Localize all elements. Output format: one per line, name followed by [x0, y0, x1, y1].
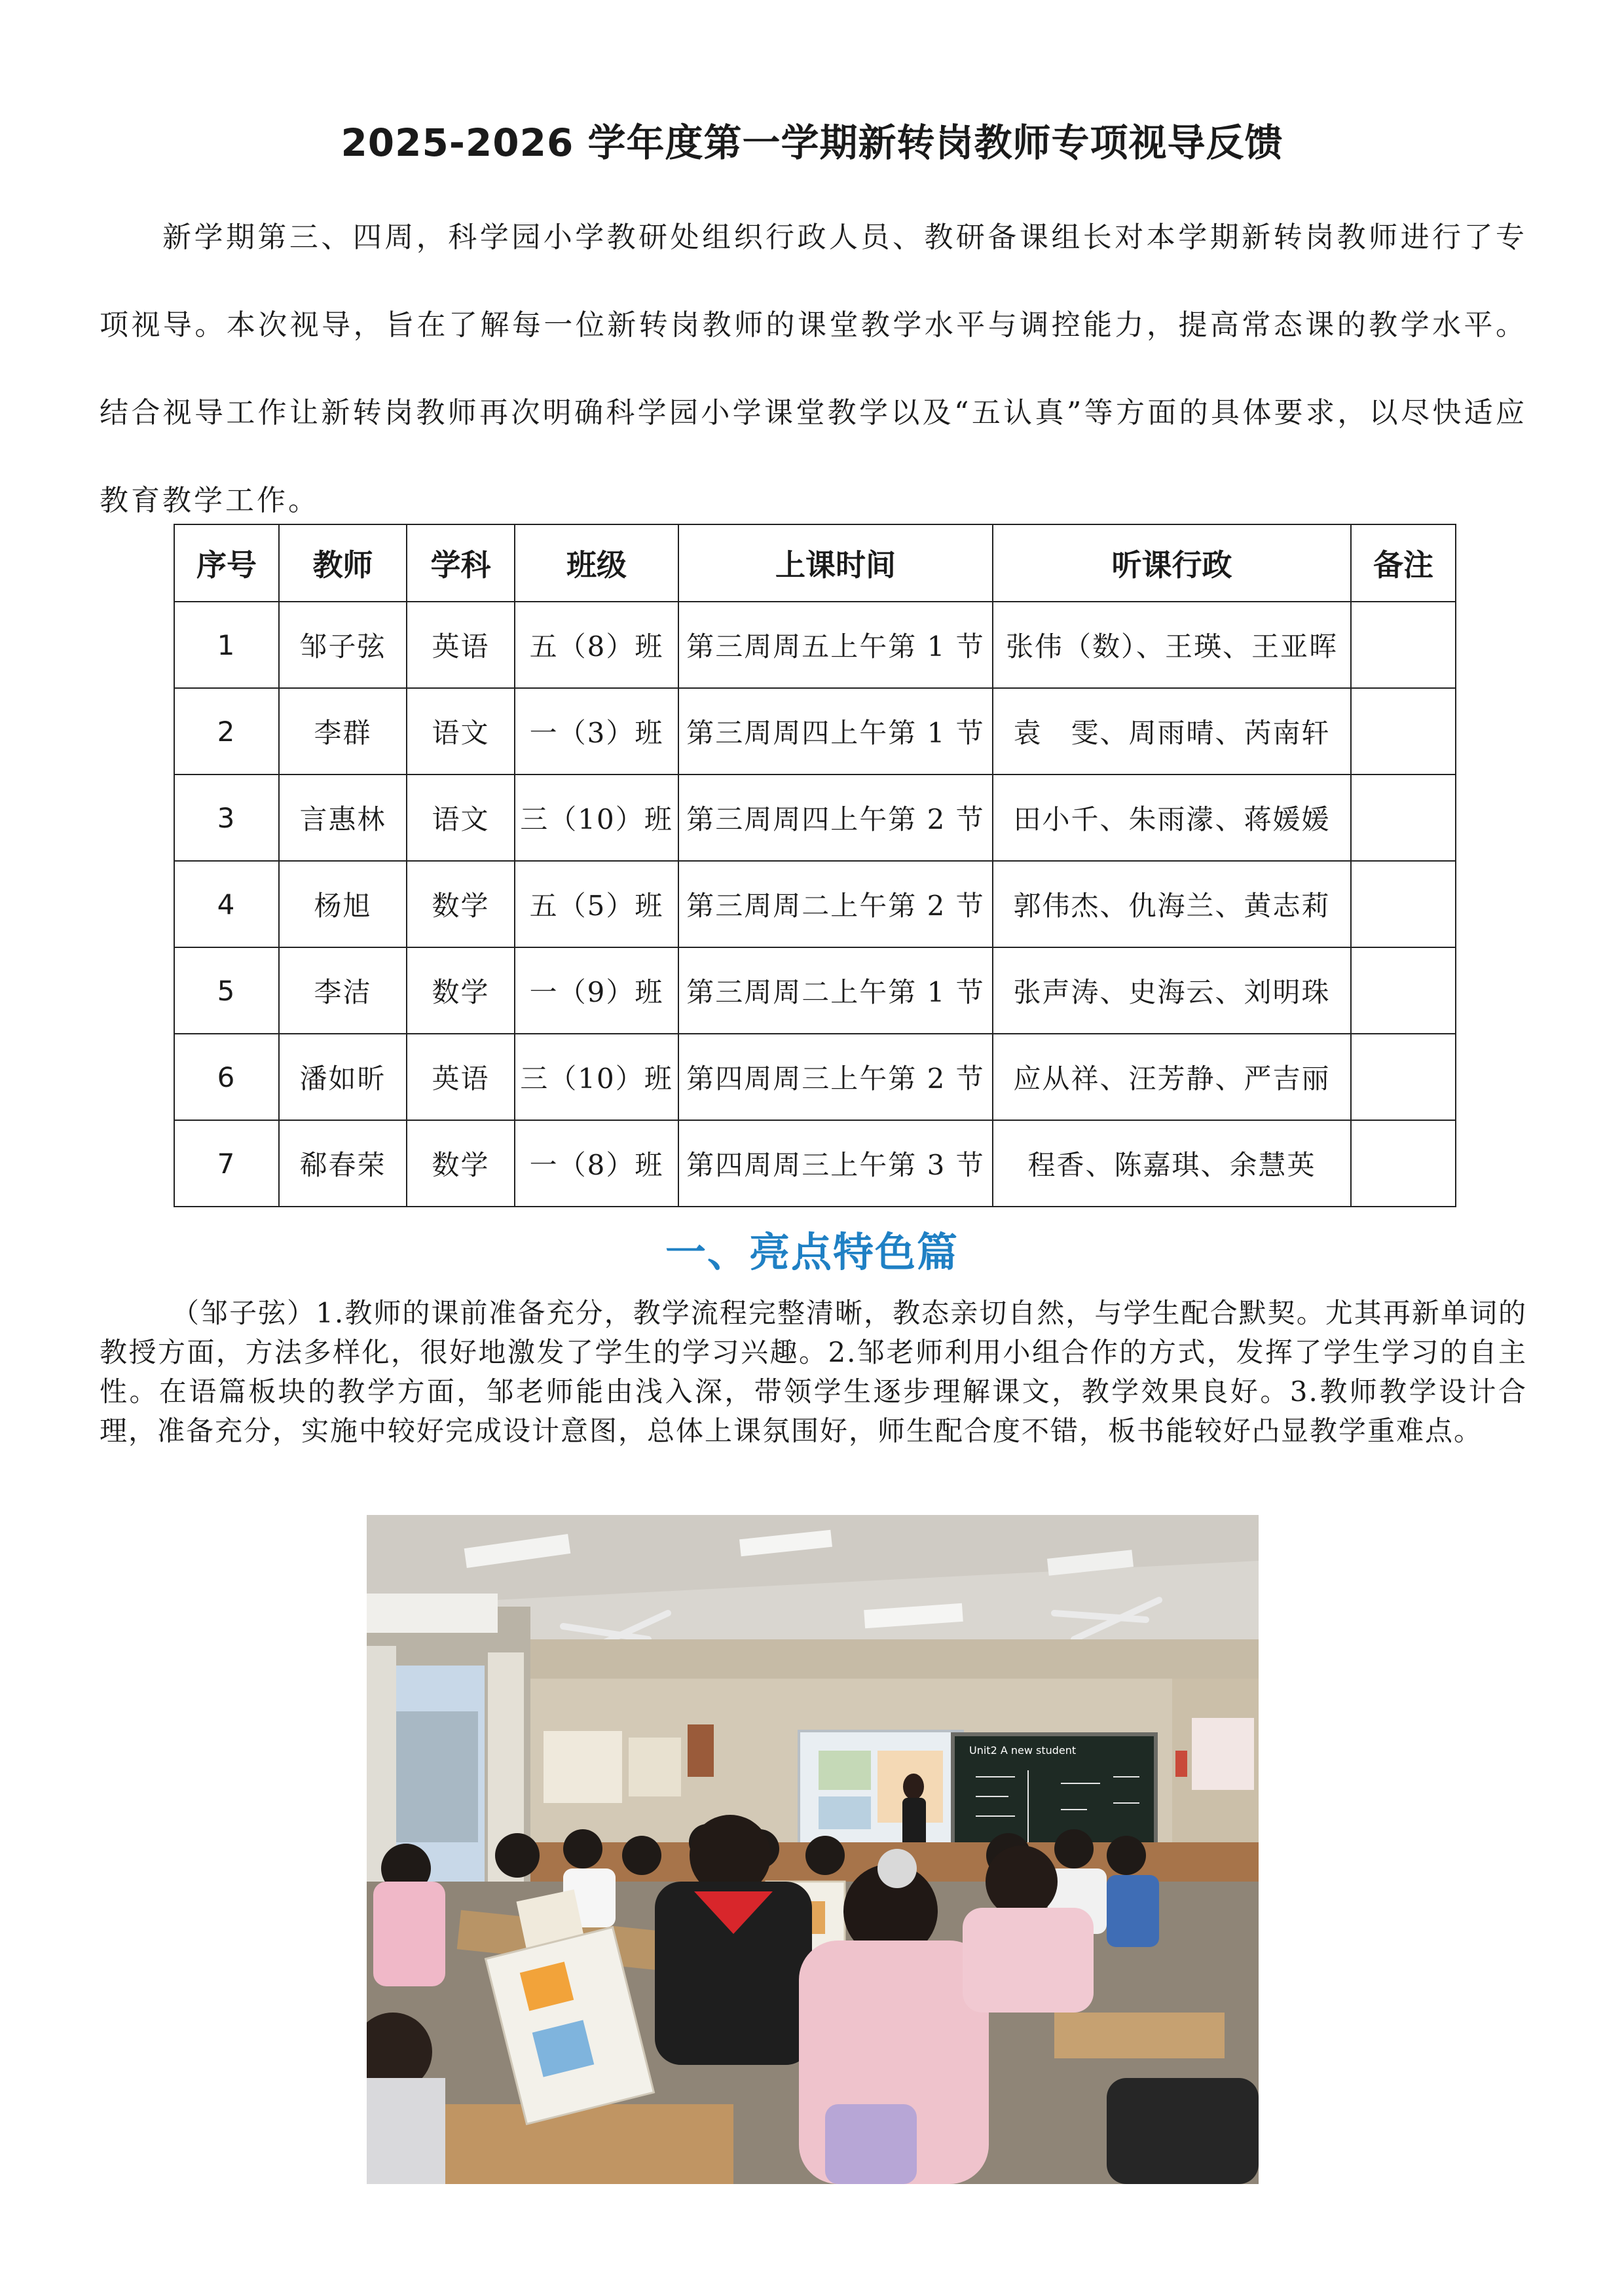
row-subject: 英语	[407, 602, 515, 688]
table-row	[174, 688, 1456, 774]
section-heading: 一、亮点特色篇	[665, 1228, 959, 1276]
table-row	[174, 602, 1456, 688]
row-note	[1351, 602, 1456, 688]
classroom-illustration	[367, 1515, 1259, 2184]
row-class: 一（9）班	[515, 947, 678, 1034]
highlight-paragraph: （邹子弦）1.教师的课前准备充分，教学流程完整清晰，教态亲切自然，与学生配合默契。尤其再新单词的教授方面，方法多样化，很好地激发了学生的学习兴趣。2.邹老师利用小组合作的方式，发挥了学生学习的自主性。在语篇板块的教学方面，邹老师能由浅入深，带领学生逐步理解课文，教学效果良好。3.教师教学设计合理，准备充分，实施中较好完成设计意图，总体上课氛围好，师生配合度不错，板书能较好凸显教学重难点。	[100, 1297, 1527, 1447]
row-note	[1351, 947, 1456, 1034]
row-subject: 数学	[407, 947, 515, 1034]
row-teacher: 言惠林	[279, 774, 407, 861]
row-note	[1351, 1034, 1456, 1120]
row-time: 第三周周二上午第 2 节	[678, 861, 993, 947]
row-observers: 应从祥、汪芳静、严吉丽	[993, 1034, 1351, 1120]
row-observers: 张伟（数）、王瑛、王亚晖	[993, 602, 1351, 688]
row-observers: 程香、陈嘉琪、余慧英	[993, 1120, 1351, 1207]
row-teacher: 潘如昕	[279, 1034, 407, 1120]
row-time: 第三周周四上午第 1 节	[678, 688, 993, 774]
row-no: 2	[174, 688, 279, 774]
row-time: 第四周周三上午第 3 节	[678, 1120, 993, 1207]
row-no: 7	[174, 1120, 279, 1207]
table-row	[174, 861, 1456, 947]
row-time: 第三周周五上午第 1 节	[678, 602, 993, 688]
header-class: 班级	[515, 524, 678, 602]
row-subject: 语文	[407, 688, 515, 774]
row-no: 6	[174, 1034, 279, 1120]
supervision-table	[174, 524, 1456, 1207]
row-no: 5	[174, 947, 279, 1034]
table-header-row	[174, 524, 1456, 602]
row-class: 三（10）班	[515, 774, 678, 861]
row-subject: 英语	[407, 1034, 515, 1120]
row-class: 一（3）班	[515, 688, 678, 774]
row-teacher: 郗春荣	[279, 1120, 407, 1207]
row-teacher: 邹子弦	[279, 602, 407, 688]
header-time: 上课时间	[678, 524, 993, 602]
row-note	[1351, 688, 1456, 774]
row-class: 一（8）班	[515, 1120, 678, 1207]
table-row	[174, 1120, 1456, 1207]
row-class: 三（10）班	[515, 1034, 678, 1120]
row-class: 五（8）班	[515, 602, 678, 688]
row-observers: 张声涛、史海云、刘明珠	[993, 947, 1351, 1034]
row-class: 五（5）班	[515, 861, 678, 947]
classroom-photo	[367, 1515, 1259, 2184]
header-subject: 学科	[407, 524, 515, 602]
row-teacher: 李洁	[279, 947, 407, 1034]
row-time: 第三周周二上午第 1 节	[678, 947, 993, 1034]
row-note	[1351, 1120, 1456, 1207]
document-title: 2025-2026 学年度第一学期新转岗教师专项视导反馈	[341, 120, 1283, 165]
row-teacher: 杨旭	[279, 861, 407, 947]
row-subject: 数学	[407, 1120, 515, 1207]
table-row	[174, 1034, 1456, 1120]
blackboard-text: Unit2 A new student	[969, 1744, 1077, 1757]
row-observers: 郭伟杰、仇海兰、黄志莉	[993, 861, 1351, 947]
row-no: 4	[174, 861, 279, 947]
table-row	[174, 947, 1456, 1034]
header-teacher: 教师	[279, 524, 407, 602]
row-no: 1	[174, 602, 279, 688]
row-time: 第四周周三上午第 2 节	[678, 1034, 993, 1120]
header-note: 备注	[1351, 524, 1456, 602]
row-note	[1351, 861, 1456, 947]
row-note	[1351, 774, 1456, 861]
row-subject: 语文	[407, 774, 515, 861]
intro-paragraph: 新学期第三、四周，科学园小学教研处组织行政人员、教研备课组长对本学期新转岗教师进行了专项视导。本次视导，旨在了解每一位新转岗教师的课堂教学水平与调控能力，提高常态课的教学水平。结合视导工作让新转岗教师再次明确科学园小学课堂教学以及“五认真”等方面的具体要求，以尽快适应教育教学工作。	[100, 221, 1527, 517]
row-observers: 田小千、朱雨濛、蒋媛媛	[993, 774, 1351, 861]
row-time: 第三周周四上午第 2 节	[678, 774, 993, 861]
row-subject: 数学	[407, 861, 515, 947]
row-no: 3	[174, 774, 279, 861]
header-observers: 听课行政	[993, 524, 1351, 602]
table-row	[174, 774, 1456, 861]
header-no: 序号	[174, 524, 279, 602]
row-observers: 袁 雯、周雨晴、芮南轩	[993, 688, 1351, 774]
row-teacher: 李群	[279, 688, 407, 774]
